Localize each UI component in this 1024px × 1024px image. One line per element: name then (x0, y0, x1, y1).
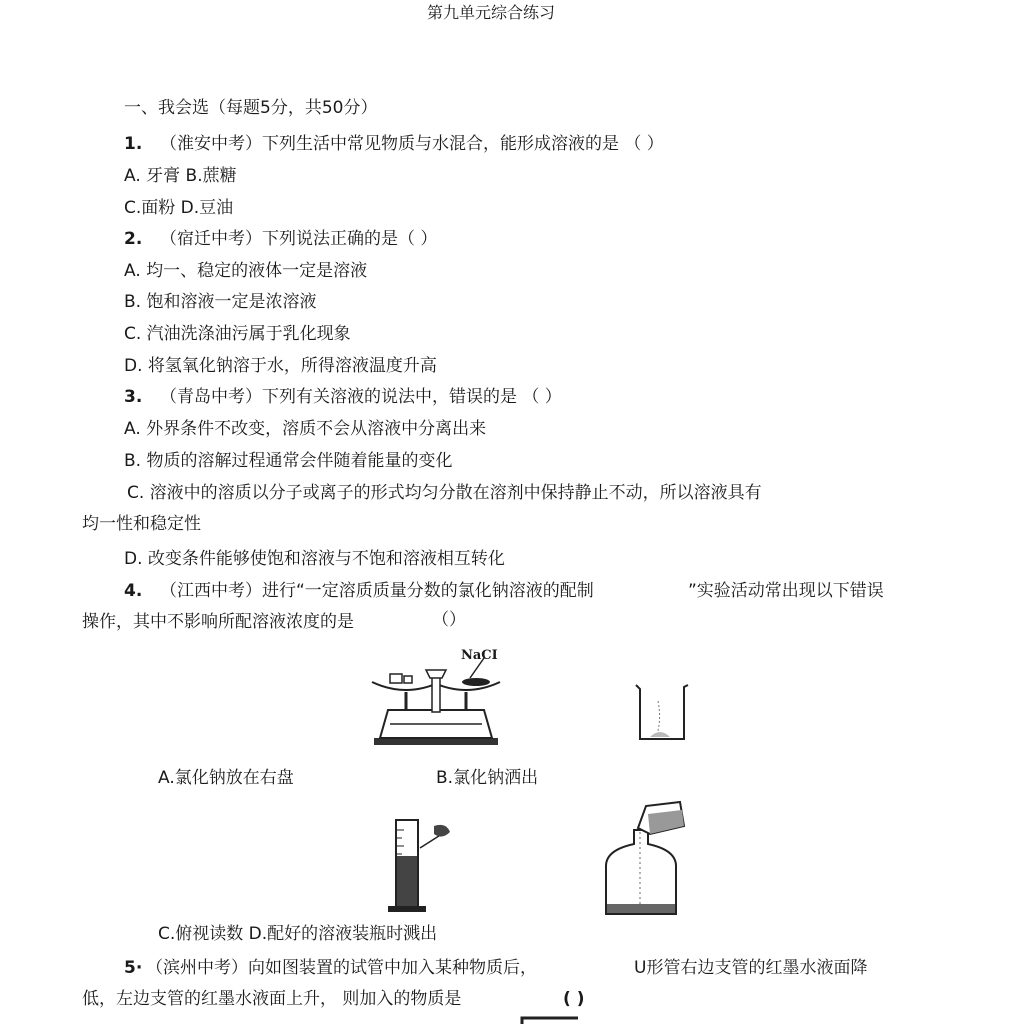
q4-number: 4. (124, 581, 143, 601)
q3-number: 3. (124, 387, 143, 407)
q5-answer-paren: ( ) (563, 989, 585, 1009)
q3-option-a: A. 外界条件不改变，溶质不会从溶液中分离出来 (124, 419, 487, 439)
q2-stem: （宿迁中考）下列说法正确的是（ ） (160, 229, 438, 249)
q5-stem-line2: 低，左边支管的红墨水液面上升， 则加入的物质是 (82, 989, 462, 1009)
q2-option-b: B. 饱和溶液一定是浓溶液 (124, 292, 317, 312)
page-title: 第九单元综合练习 (427, 3, 556, 22)
q1-options-cd: C.面粉 D.豆油 (124, 198, 234, 218)
balance-scale-icon (366, 652, 506, 752)
q1-options-ab: A. 牙膏 B.蔗糖 (124, 166, 237, 186)
q3-stem: （青岛中考）下列有关溶液的说法中，错误的是 （ ） (160, 387, 562, 407)
q4-caption-cd: C.俯视读数 D.配好的溶液装瓶时溅出 (158, 924, 438, 944)
graduated-cylinder-icon (384, 816, 464, 914)
beaker-icon (632, 681, 692, 745)
q5-number: 5· (124, 958, 143, 978)
q5-stem-line1: （滨州中考）向如图装置的试管中加入某种物质后， (146, 958, 537, 978)
q4-caption-b: B.氯化钠洒出 (436, 768, 539, 788)
q2-option-d: D. 将氢氧化钠溶于水，所得溶液温度升高 (124, 356, 437, 376)
q4-stem-line2: 操作，其中不影响所配溶液浓度的是 (82, 612, 354, 632)
nacl-label: NaCI (461, 648, 498, 663)
q3-option-c-line2: 均一性和稳定性 (82, 514, 201, 534)
apparatus-fragment-icon (520, 1016, 580, 1024)
bottle-pouring-icon (600, 800, 690, 918)
q1-stem: （淮安中考）下列生活中常见物质与水混合，能形成溶液的是 （ ） (160, 134, 664, 154)
q4-stem-line1-end: ”实验活动常出现以下错误 (688, 581, 884, 601)
q2-number: 2. (124, 229, 143, 249)
q4-answer-paren: （） (432, 610, 466, 630)
q3-option-c-line1: C. 溶液中的溶质以分子或离子的形式均匀分散在溶剂中保持静止不动，所以溶液具有 (127, 483, 762, 503)
section-heading: 一、我会选（每题5分，共50分） (124, 98, 378, 118)
q1-number: 1. (124, 134, 143, 154)
q4-stem-line1: （江西中考）进行“一定溶质质量分数的氯化钠溶液的配制 (160, 581, 594, 601)
q2-option-c: C. 汽油洗涤油污属于乳化现象 (124, 324, 351, 344)
q3-option-b: B. 物质的溶解过程通常会伴随着能量的变化 (124, 451, 453, 471)
q5-stem-line1-end: U形管右边支管的红墨水液面降 (634, 958, 868, 978)
q4-caption-a: A.氯化钠放在右盘 (158, 768, 294, 788)
q3-option-d: D. 改变条件能够使饱和溶液与不饱和溶液相互转化 (124, 549, 505, 569)
q2-option-a: A. 均一、稳定的液体一定是溶液 (124, 261, 368, 281)
